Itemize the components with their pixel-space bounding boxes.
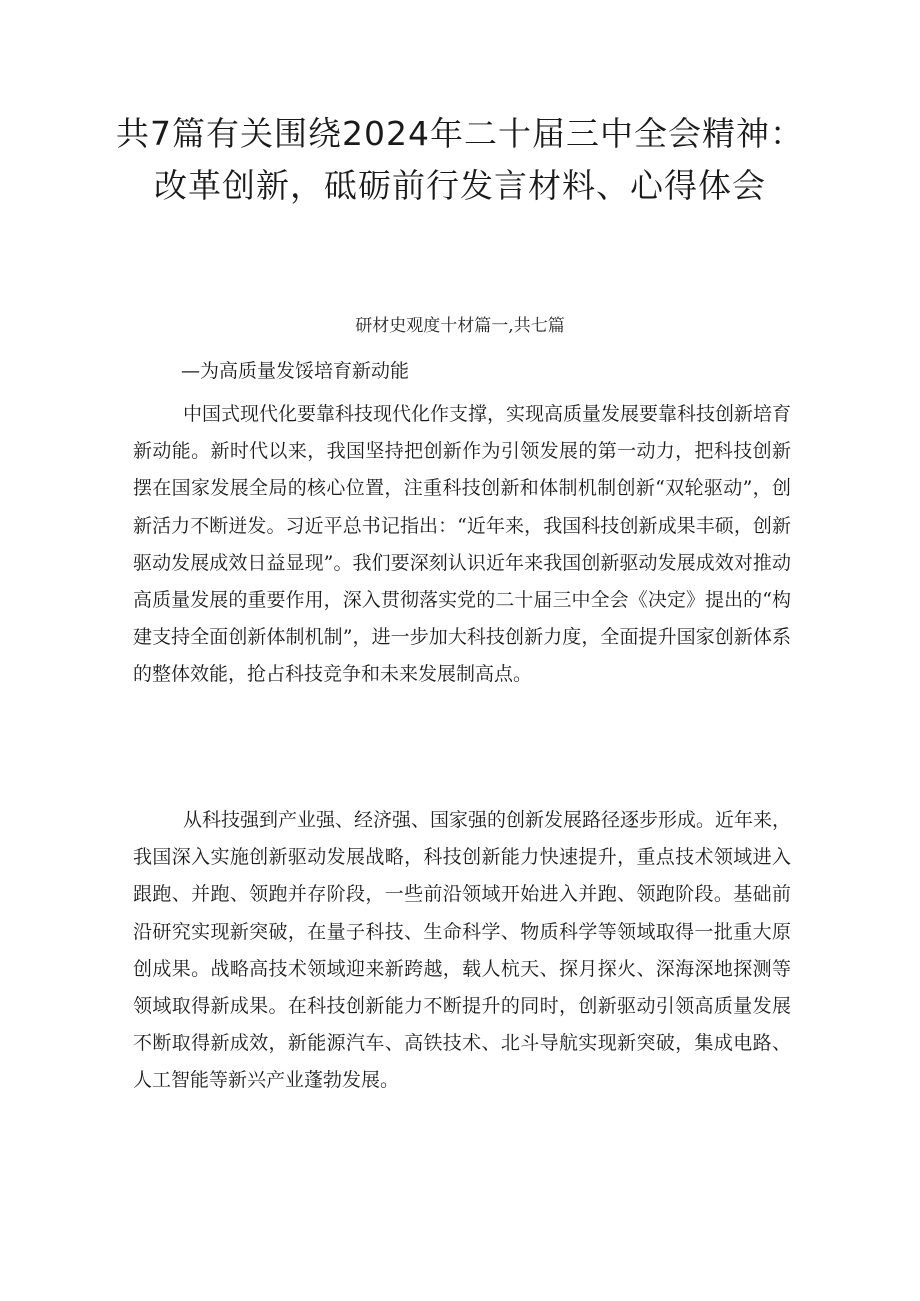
section-theme: —为高质量发馁培育新动能 xyxy=(181,360,410,382)
document-subtitle: 研材史观度十材篇一,共七篇 xyxy=(355,316,565,336)
body-paragraph: 从科技强到产业强、经济强、国家强的创新发展路径逐步形成。近年来，我国深入实施创新驱动发展战略，科技创新能力快速提升，重点技术领域进入跟跑、并跑、领跑并存阶段，一些前沿领域开始进入并跑、领跑阶段。基础前沿研究实现新突破，在量子科技、生命科学、物质科学等领域取得一批重大原创成果。战略高技术领域迎来新跨越，载人杭天、探月探火、深海深地探测等领域取得新成果。在科技创新能力不断提升的同时，创新驱动引领高质量发展不断取得新成效，新能源汽车、高铁技术、北斗导航实现新突破，集成电路、人工智能等新兴产业蓬勃发展。 xyxy=(133,809,792,1092)
document-title: 共7篇有关围绕2024年二十届三中全会精神：改革创新，砥砺前行发言材料、心得体会 xyxy=(116,114,804,205)
body-paragraph: 中国式现代化要靠科技现代化作支撑，实现高质量发展要靠科技创新培育新动能。新时代以来，我国坚持把创新作为引领发展的第一动力，把科技创新摆在国家发展全局的核心位置，注重科技创新和体制机制创新“双轮驱动”，创新活力不断迸发。习近平总书记指出：“近年来，我国科技创新成果丰硕，创新驱动发展成效日益显现”。我们要深刻认识近年来我国创新驱动发展成效对推动高质量发展的重要作用，深入贯彻落实党的二十届三中全会《决定》提出的“构建支持全面创新体制机制”，进一步加大科技创新力度，全面提升国家创新体系的整体效能，抢占科技竞争和未来发展制高点。 xyxy=(133,403,792,686)
